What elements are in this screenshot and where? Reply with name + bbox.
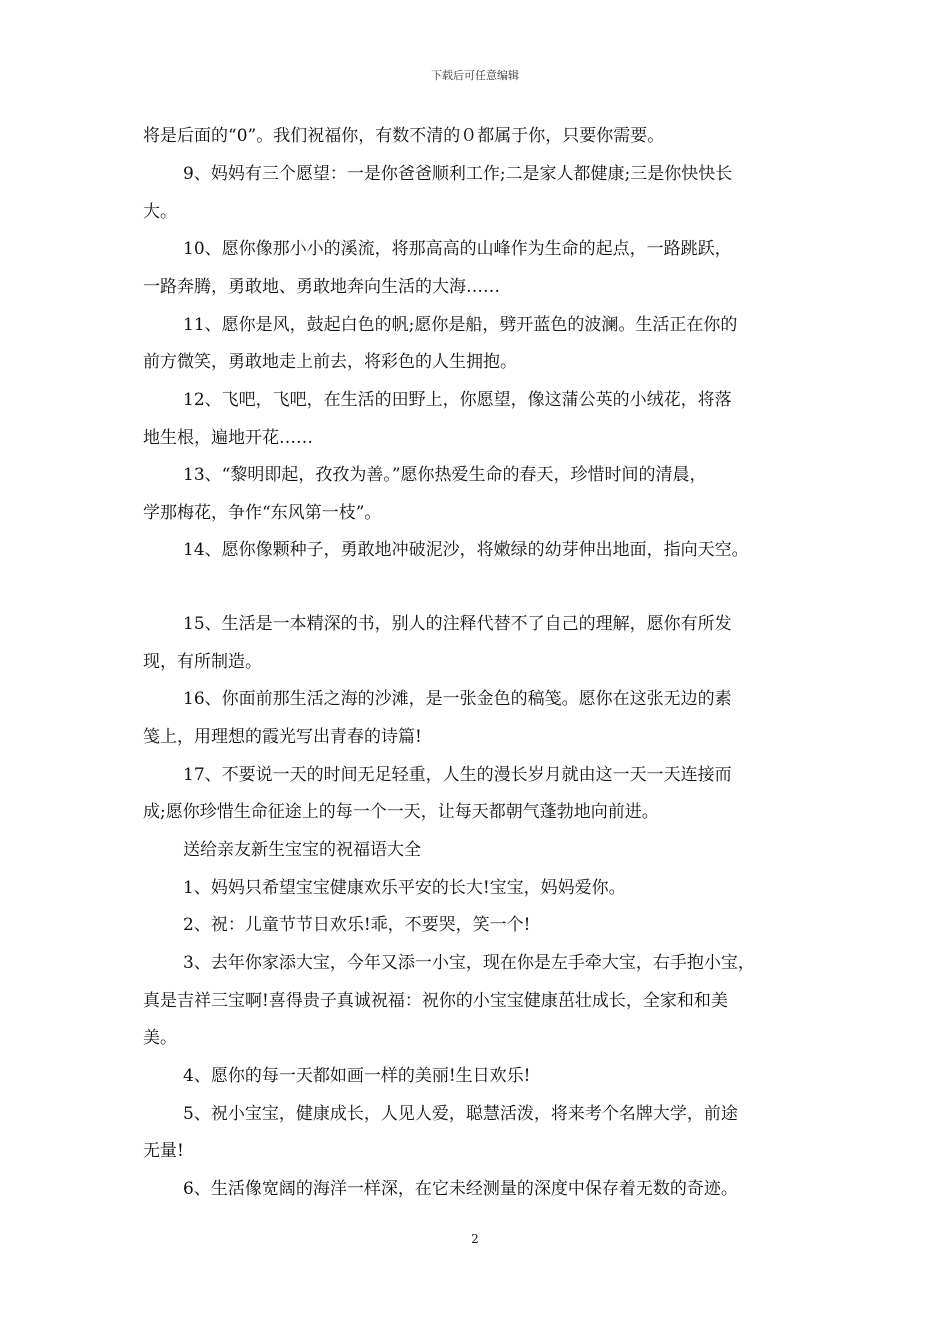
- text-line: 17、不要说一天的时间无足轻重，人生的漫长岁月就由这一天一天连接而: [183, 765, 732, 785]
- text-line: 16、你面前那生活之海的沙滩，是一张金色的稿笺。愿你在这张无边的素: [183, 689, 732, 709]
- text-line: 前方微笑，勇敢地走上前去，将彩色的人生拥抱。: [143, 352, 517, 372]
- text-line: 9、妈妈有三个愿望：一是你爸爸顺利工作;二是家人都健康;三是你快快长: [183, 164, 733, 184]
- page-number: 2: [471, 1232, 479, 1246]
- text-line: 14、愿你像颗种子，勇敢地冲破泥沙，将嫩绿的幼芽伸出地面，指向天空。: [183, 540, 749, 560]
- text-line: 无量!: [143, 1141, 184, 1161]
- text-line: 4、愿你的每一天都如画一样的美丽!生日欢乐!: [183, 1066, 531, 1086]
- text-line: 真是吉祥三宝啊!喜得贵子真诚祝福：祝你的小宝宝健康茁壮成长，全家和和美: [143, 991, 728, 1011]
- text-line: 地生根，遍地开花……: [143, 428, 313, 448]
- text-line: 10、愿你像那小小的溪流，将那高高的山峰作为生命的起点，一路跳跃，: [183, 239, 732, 259]
- text-line: 成;愿你珍惜生命征途上的每一个一天，让每天都朝气蓬勃地向前进。: [143, 802, 659, 822]
- text-line: 13、“黎明即起，孜孜为善。”愿你热爱生命的春天，珍惜时间的清晨，: [183, 465, 707, 485]
- text-line: 笺上，用理想的霞光写出青春的诗篇!: [143, 727, 422, 747]
- text-line: 11、愿你是风，鼓起白色的帆;愿你是船，劈开蓝色的波澜。生活正在你的: [183, 315, 738, 335]
- text-line: 3、去年你家添大宝，今年又添一小宝，现在你是左手牵大宝，右手抱小宝，: [183, 953, 755, 973]
- text-line: 将是后面的“0”。我们祝福你，有数不清的０都属于你，只要你需要。: [143, 126, 665, 146]
- page-header: 下载后可任意编辑: [431, 69, 519, 82]
- text-line: 大。: [143, 202, 177, 222]
- text-line: 6、生活像宽阔的海洋一样深，在它未经测量的深度中保存着无数的奇迹。: [183, 1179, 738, 1199]
- text-line: 现，有所制造。: [143, 652, 262, 672]
- text-line: 学那梅花，争作“东风第一枝”。: [143, 503, 382, 523]
- section-heading: 送给亲友新生宝宝的祝福语大全: [183, 840, 421, 860]
- text-line: 美。: [143, 1028, 177, 1048]
- text-line: 5、祝小宝宝，健康成长，人见人爱，聪慧活泼，将来考个名牌大学，前途: [183, 1104, 738, 1124]
- text-line: 12、飞吧，飞吧，在生活的田野上，你愿望，像这蒲公英的小绒花，将落: [183, 390, 732, 410]
- text-line: 2、祝：儿童节节日欢乐!乖，不要哭，笑一个!: [183, 915, 531, 935]
- text-line: 15、生活是一本精深的书，别人的注释代替不了自己的理解，愿你有所发: [183, 614, 732, 634]
- text-line: 一路奔腾，勇敢地、勇敢地奔向生活的大海……: [143, 277, 500, 297]
- text-line: 1、妈妈只希望宝宝健康欢乐平安的长大!宝宝，妈妈爱你。: [183, 878, 626, 898]
